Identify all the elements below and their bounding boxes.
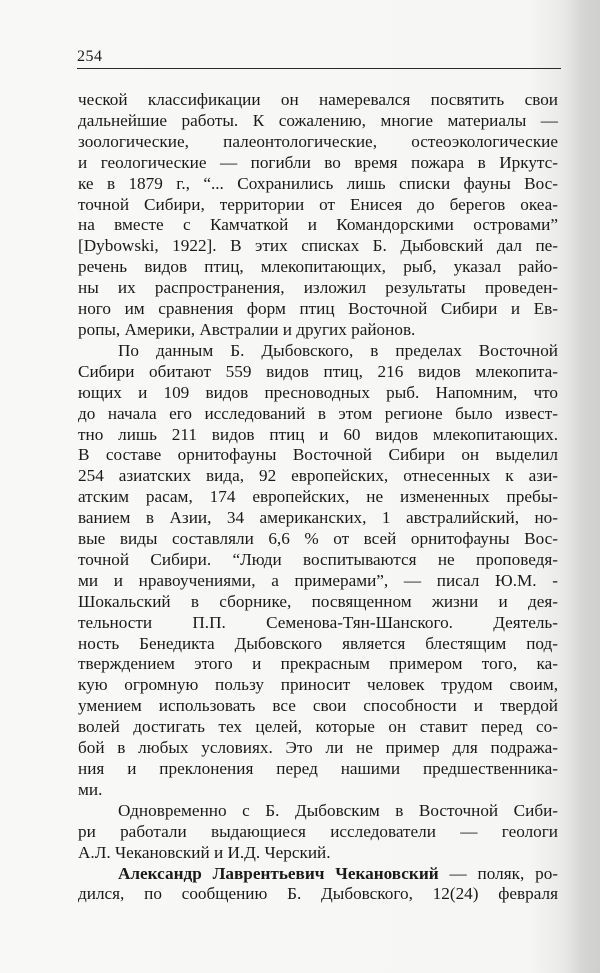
- text-line: тно лишь 211 видов птиц и 60 видов млекопитающих.: [78, 424, 558, 444]
- text-line: бой в любых условиях. Это ли не пример для подража-: [78, 738, 558, 758]
- page-number: 254: [77, 48, 103, 65]
- text-line: дился, по сообщению Б. Дыбовского, 12(24) февраля: [78, 884, 558, 904]
- text-line: ния и преклонения перед нашими предшественника-: [78, 759, 558, 778]
- text-line: ного им сравнения форм птиц Восточной Сибири и Ев-: [78, 299, 558, 319]
- text-line: Одновременно с Б. Дыбовским в Восточной Сиби-: [118, 800, 558, 820]
- text-line: ны их распространения, изложил результаты проведен-: [78, 278, 558, 298]
- text-line: дальнейшие работы. К сожалению, многие материалы —: [78, 110, 558, 130]
- header-rule: [77, 68, 561, 69]
- text-line: ванием в Азии, 34 американских, 1 австралийский, но-: [78, 508, 558, 528]
- text-line: ми.: [78, 779, 103, 799]
- paragraph-4: [78, 864, 558, 906]
- text-line: точной Сибири, территории от Енисея до берегов океа-: [78, 194, 558, 214]
- text-line: А.Л. Чекановский и И.Д. Черский.: [78, 842, 331, 862]
- text-line: В составе орнитофауны Восточной Сибири он выделил: [78, 445, 558, 465]
- text-line: Шокальский в сборнике, посвященном жизни и дея-: [78, 591, 558, 611]
- text-line: кую огромную пользу приносит человек трудом своим,: [78, 675, 558, 695]
- person-name: Александр Лаврентьевич Чекановский: [118, 863, 439, 883]
- text-line: [78, 864, 558, 885]
- text-line: зоологические, палеонтологические, остеоэкологические: [78, 131, 558, 151]
- text-line: ке в 1879 г., “... Сохранились лишь списки фауны Вос-: [78, 173, 558, 193]
- text-line: тверждением этого и прекрасным примером того, ка-: [78, 654, 558, 674]
- text-line: Сибири обитают 559 видов птиц, 216 видов млекопита-: [78, 361, 558, 381]
- text-line: атским расам, 174 европейских, не измененных пребы-: [78, 487, 558, 507]
- text-line: ми и нравоучениями, а примерами”, — писал Ю.М. -: [78, 570, 558, 590]
- text-run: — поляк, ро-: [438, 863, 559, 883]
- text-line: и геологические — погибли во время пожара в Иркутс-: [78, 152, 558, 172]
- text-line: волей достигать тех целей, которые он ставит перед со-: [78, 717, 558, 737]
- text-line: ческой классификации он намеревался посвятить свои: [78, 90, 558, 109]
- text-line: ность Бенедикта Дыбовского является блестящим под-: [78, 633, 558, 653]
- text-line: умением использовать все свои способности и твердой: [78, 696, 558, 716]
- text-line: речень видов птиц, млекопитающих, рыб, указал райо-: [78, 257, 558, 277]
- text-line: ропы, Америки, Австралии и других районов.: [78, 319, 416, 339]
- paragraph-2: [78, 341, 558, 801]
- text-line: на вместе с Камчаткой и Командорскими островами”: [78, 215, 558, 235]
- text-line: [Dybowski, 1922]. В этих списках Б. Дыбовский дал пе-: [78, 236, 558, 256]
- text-line: точной Сибири. “Люди воспитываются не проповедя-: [78, 549, 558, 569]
- paragraph-3: [78, 801, 558, 864]
- text-line: вые виды составляли 6,6 % от всей орнитофауны Вос-: [78, 529, 558, 549]
- text-line: ри работали выдающиеся исследователи — геологи: [78, 821, 558, 841]
- text-line: тельности П.П. Семенова-Тян-Шанского. Деятель-: [78, 612, 558, 632]
- body-text: [78, 90, 558, 905]
- text-line: 254 азиатских вида, 92 европейских, отнесенных к ази-: [78, 466, 558, 486]
- text-line: По данным Б. Дыбовского, в пределах Восточной: [118, 340, 558, 360]
- text-line: ющих и 109 видов пресноводных рыб. Напомним, что: [78, 382, 558, 402]
- paragraph-1: [78, 90, 558, 341]
- text-line: до начала его исследований в этом регионе было извест-: [78, 403, 558, 423]
